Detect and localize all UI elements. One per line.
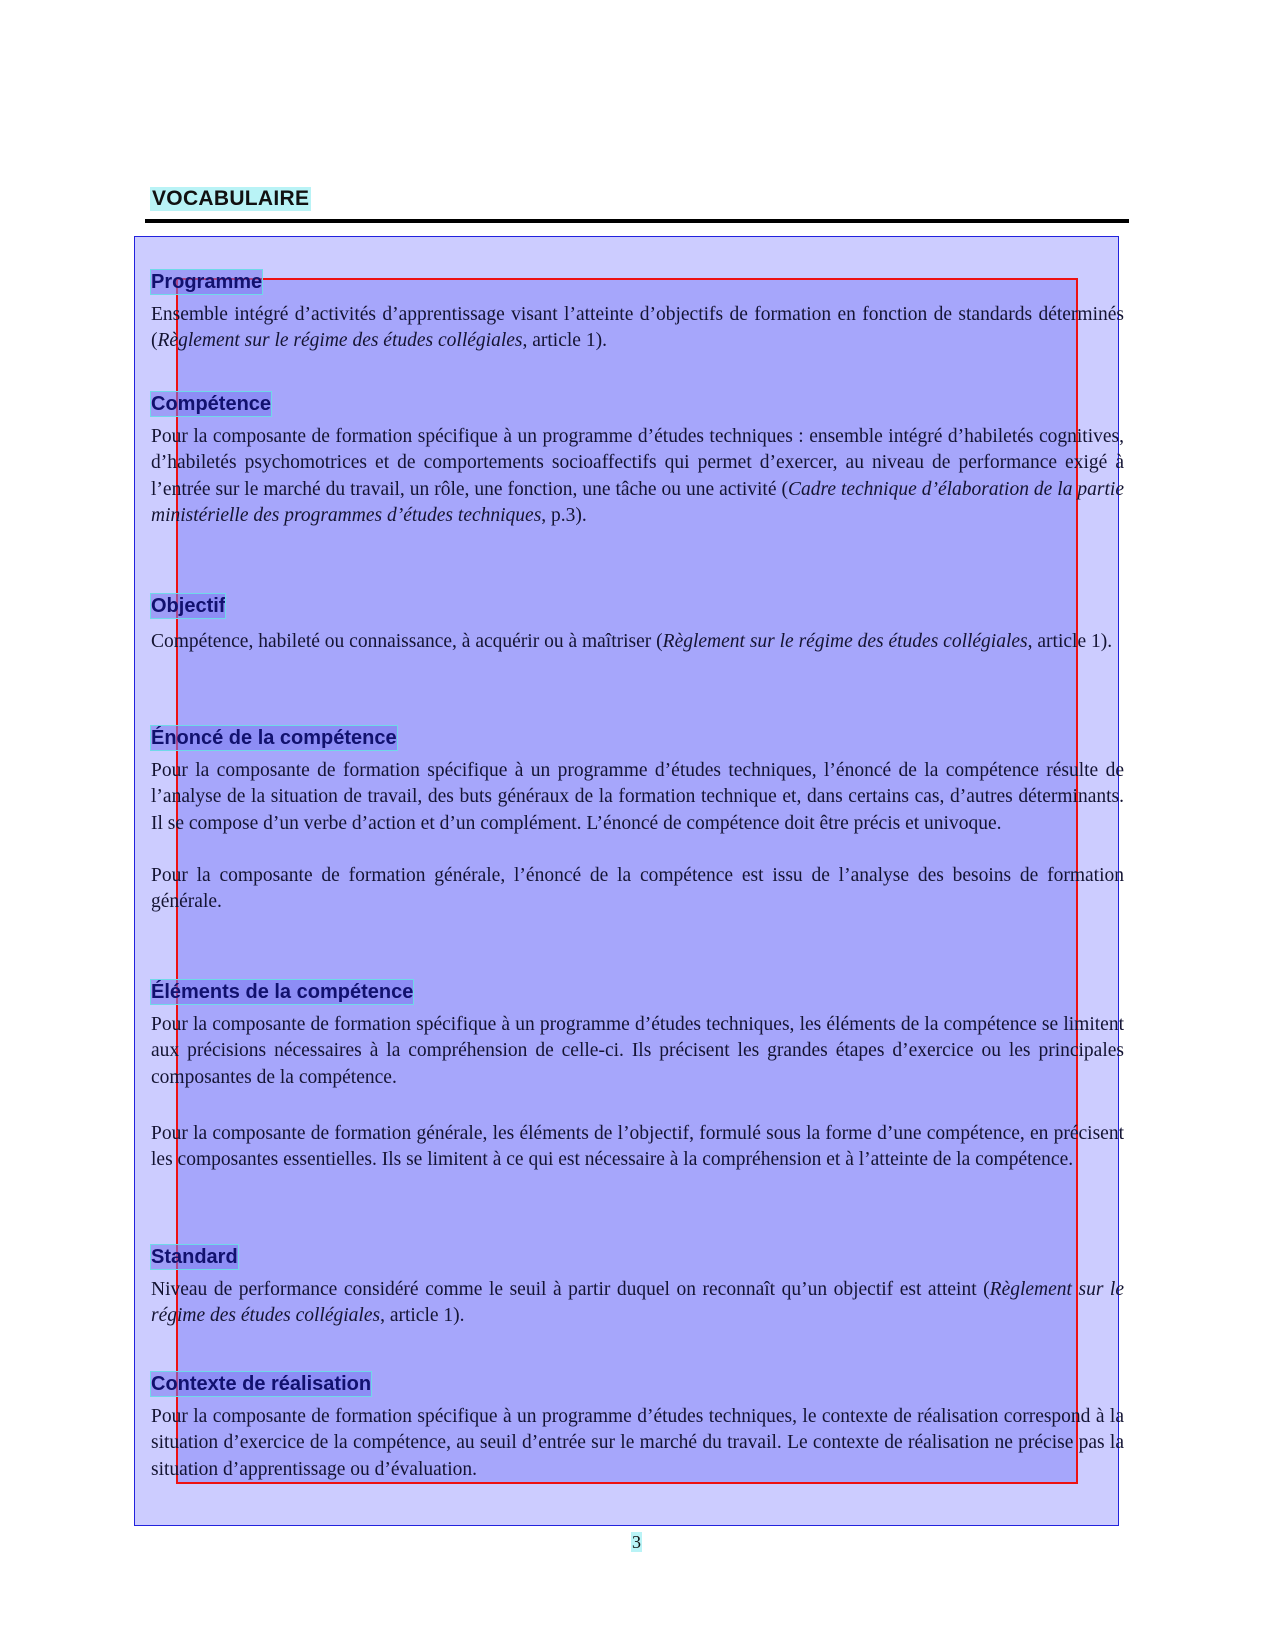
term-definition <box>151 424 1124 529</box>
term-definition <box>151 863 1124 916</box>
definition-source-reference: , article 1). <box>380 1305 465 1327</box>
term-heading: Éléments de la compétence <box>151 981 414 1003</box>
definition-text: Pour la composante de formation spécifique à un programme d’études techniques, les éléments de la compétence se limitent aux précisions nécessaires à la compréhension de celle-ci. Ils précisent les grandes étapes d’exercice ou les principales composantes de la compétence. <box>151 1014 1124 1088</box>
term-definition <box>151 758 1124 837</box>
header-divider <box>145 219 1129 223</box>
term-definition <box>151 302 1124 355</box>
vocabulary-entry-programme <box>151 270 1124 355</box>
term-definition <box>151 1121 1124 1174</box>
vocabulary-entry-contexte <box>151 1372 1124 1483</box>
vocabulary-entry-objectif <box>151 594 1124 657</box>
definition-source-title: Règlement sur le régime des études collégiales <box>151 1279 1125 1327</box>
section-title: VOCABULAIRE <box>152 187 310 210</box>
definition-text: Compétence, habileté ou connaissance, à acquérir ou à maîtriser ( <box>151 631 663 652</box>
vocabulary-entry-enonce <box>151 726 1124 915</box>
definition-text: Ensemble intégré d’activités d’apprentissage visant l’atteinte d’objectifs de formation en fonction de standards déterminés ( <box>151 304 1124 352</box>
definition-text: Niveau de performance considéré comme le seuil à partir duquel on reconnaît qu’un objectif est atteint ( <box>151 1279 990 1300</box>
vocabulary-entry-competence <box>151 392 1124 529</box>
term-heading: Standard <box>151 1246 238 1268</box>
definition-source-title: Règlement sur le régime des études collégiales <box>662 631 1028 652</box>
term-definition <box>151 626 1124 657</box>
definition-source-title: Cadre technique d’élaboration de la partie ministérielle des programmes d’études techniques <box>151 478 1124 526</box>
term-definition <box>151 1277 1124 1330</box>
definition-source-reference: , article 1). <box>522 330 607 352</box>
definition-text: Pour la composante de formation générale, les éléments de l’objectif, formulé sous la forme d’une compétence, en précisent les composantes essentielles. Ils se limitent à ce qui est nécessaire à la compréhension et à l’atteinte de la compétence. <box>151 1122 1124 1171</box>
definition-text: Pour la composante de formation générale, l’énoncé de la compétence est issu de l’analyse des besoins de formation générale. <box>151 864 1124 913</box>
term-heading: Programme <box>151 271 263 293</box>
definition-text: Pour la composante de formation spécifique à un programme d’études techniques, le contexte de réalisation correspond à la situation d’exercice de la compétence, au seuil d’entrée sur le marché du travail. Le contexte de réalisation ne précise pas la situation d’apprentissage ou d’évaluation. <box>151 1406 1124 1480</box>
definition-source-reference: , article 1). <box>1027 631 1113 652</box>
term-definition <box>151 1404 1124 1483</box>
vocabulary-entry-standard <box>151 1245 1124 1330</box>
term-heading: Énoncé de la compétence <box>151 727 397 749</box>
term-heading: Compétence <box>151 393 272 415</box>
definition-text: Pour la composante de formation spécifique à un programme d’études techniques, l’énoncé de la compétence résulte de l’analyse de la situation de travail, des buts généraux de la formation technique et, dans certains cas, d’autres déterminants. Il se compose d’un verbe d’action et d’un complément. L’énoncé de compétence doit être précis et univoque. <box>151 760 1124 834</box>
definition-source-reference: , p.3). <box>541 504 587 526</box>
term-heading: Contexte de réalisation <box>151 1373 372 1395</box>
definition-text: Pour la composante de formation spécifique à un programme d’études techniques : ensemble intégré d’habiletés cognitives, d’habiletés psychomotrices et de comportements socioaffectifs qui permet d’exercer, au niveau de performance exigé à l’entrée sur le marché du travail, un rôle, une fonction, une tâche ou une activité ( <box>151 426 1124 500</box>
vocabulary-entry-elements <box>151 980 1124 1173</box>
term-heading: Objectif <box>151 595 226 617</box>
term-definition <box>151 1012 1124 1091</box>
definition-source-title: Règlement sur le régime des études collégiales <box>157 330 523 352</box>
page-number: 3 <box>632 1532 641 1552</box>
